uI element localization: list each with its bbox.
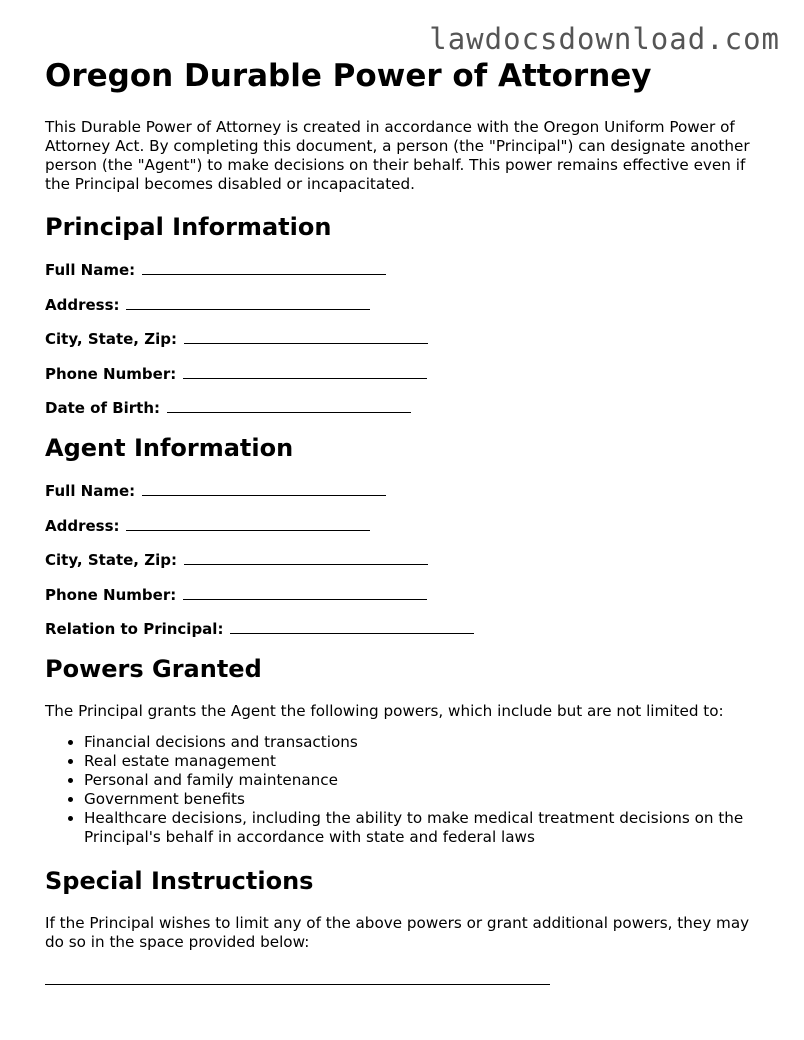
field-label: City, State, Zip: [45,330,177,349]
field-label: Full Name: [45,261,136,279]
agent-phone-blank[interactable] [183,585,427,600]
field-label: Relation to Principal: [45,620,224,639]
list-item: • Government benefits [84,790,765,809]
document-title: Oregon Durable Power of Attorney [45,58,652,94]
agent-phone-field [45,585,765,605]
powers-lead: The Principal grants the Agent the following powers, which include but are not limited to: [45,701,724,720]
field-label: City, State, Zip: [45,551,177,570]
field-label: Full Name: [45,481,136,500]
principal-heading: Principal Information [45,213,332,241]
principal-phone-blank[interactable] [183,364,427,379]
field-label: Address: [45,295,120,314]
special-instructions-blank[interactable] [45,974,550,985]
agent-section [45,433,765,639]
special-lead: If the Principal wishes to limit any of the above powers or grant additional powers, they may do so in the space provided below: [45,913,750,951]
principal-city-state-zip-blank[interactable] [184,329,428,344]
powers-heading: Powers Granted [45,654,262,683]
principal-dob-field [45,398,765,418]
list-item: • Healthcare decisions, including the ability to make medical treatment decisions on the Principal's behalf in accordance with state and federal laws [84,809,765,847]
principal-full-name-field [45,260,765,280]
list-item: • Financial decisions and transactions [84,733,765,752]
field-label: Date of Birth: [45,399,161,418]
list-item: • Real estate management [84,752,765,771]
agent-full-name-field [45,481,765,501]
principal-city-state-zip-field [45,329,765,349]
list-item: • Personal and family maintenance [84,771,765,790]
principal-address-blank[interactable] [126,295,370,310]
agent-city-state-zip-field [45,550,765,570]
powers-list [45,733,765,847]
special-section [45,866,765,985]
powers-section [45,654,765,847]
principal-phone-field [45,364,765,384]
agent-address-field [45,516,765,536]
principal-section [45,212,765,418]
document-page [45,56,765,985]
agent-city-state-zip-blank[interactable] [184,550,428,565]
agent-relation-blank[interactable] [230,619,474,634]
field-label: Address: [45,516,120,535]
intro-paragraph: This Durable Power of Attorney is created in accordance with the Oregon Uniform Power of Attorney Act. By completing this document, a person (the "Principal") can designate another person (the "Agent") to make decisions on their behalf. This power remains effective even if the Principal becomes disabled or incapacitated. [45,118,750,193]
field-label: Phone Number: [45,585,177,604]
field-label: Phone Number: [45,364,177,383]
principal-full-name-blank[interactable] [142,260,386,275]
agent-heading: Agent Information [45,433,294,462]
watermark: lawdocsdownload.com [429,22,780,56]
agent-full-name-blank[interactable] [142,481,386,496]
special-heading: Special Instructions [45,866,314,895]
agent-relation-field [45,619,765,639]
principal-dob-blank[interactable] [167,398,411,413]
agent-address-blank[interactable] [126,516,370,531]
principal-address-field [45,295,765,315]
